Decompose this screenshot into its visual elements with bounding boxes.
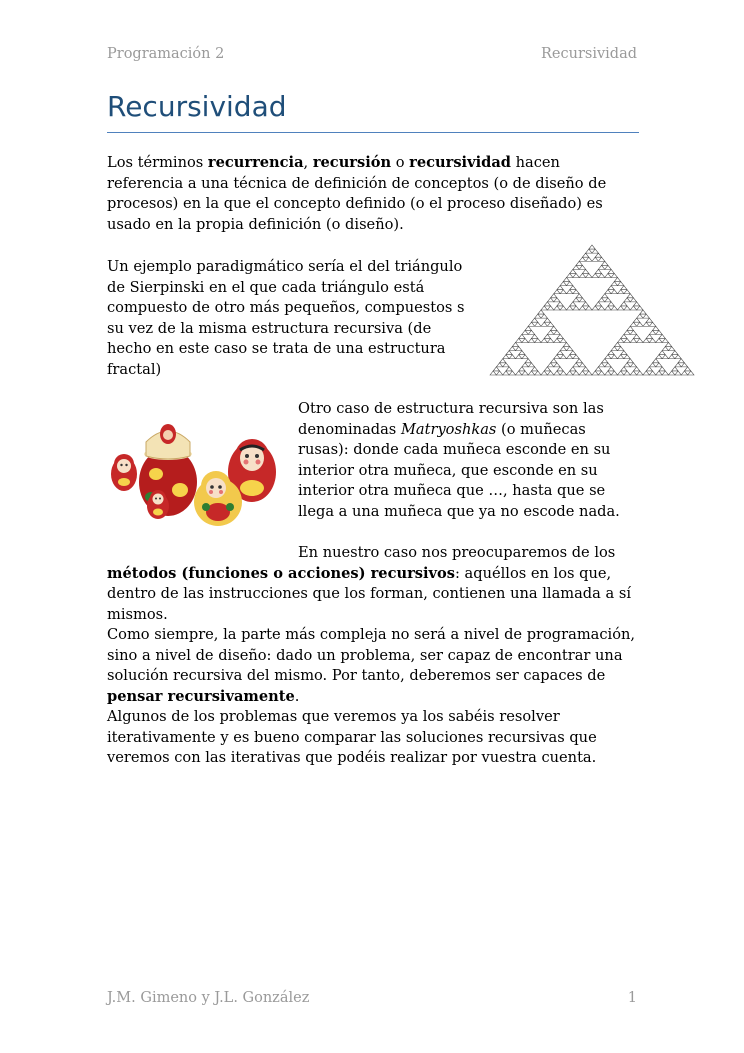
text-run: (o muñecas rusas): donde cada muñeca esconde en su interior otra muñeca, que esconde en su interior otra muñeca que …, hasta que se llega a una muñeca que ya no escode nada. <box>298 420 620 520</box>
header-course: Programación 2 <box>107 46 225 62</box>
text-run: hacen referencia a una técnica de definición de conceptos (o de diseño de procesos) en la que el concepto definido (o el proceso diseñado) es usado en la propia definición (o diseño). <box>107 154 607 233</box>
text-run: : aquéllos en los que, dentro de las instrucciones que los forman, contienen una llamada a sí mismos. <box>107 564 631 623</box>
text-run: Algunos de los problemas que veremos ya los sabéis resolver iterativamente y es bueno comparar las soluciones recursivas que veremos con las iterativas que podéis realizar por vuestra cuenta. <box>107 708 597 766</box>
footer-authors: J.M. Gimeno y J.L. González <box>107 990 310 1006</box>
sierpinski-triangle-image <box>488 243 696 377</box>
title-underline <box>107 132 639 133</box>
header-topic: Recursividad <box>540 46 637 62</box>
sierpinski-paragraph <box>107 257 467 380</box>
text-run: . <box>294 687 300 705</box>
intro-paragraph <box>107 153 639 235</box>
text-run: En nuestro caso nos preocuparemos de los <box>298 544 616 561</box>
text-run: recursión <box>312 154 392 171</box>
text-run: métodos (funciones o acciones) recursivos <box>107 564 455 582</box>
page-number: 1 <box>627 990 637 1006</box>
text-run: recursividad <box>409 154 511 171</box>
text-run: Un ejemplo paradigmático sería el del triángulo de Sierpinski en el que cada triángulo está compuesto de otro más pequeños, compuestos s su vez de la misma estructura recursiva (de hecho en este caso se trata de una estructura fractal) <box>107 258 465 378</box>
text-run: o <box>391 154 410 171</box>
text-run: Como siempre, la parte más compleja no será a nivel de programación, sino a nivel de diseño: dado un problema, ser capaz de encontrar una solución recursiva del mismo. Por tanto, deberemos ser capaces de <box>107 626 636 684</box>
text-run: Matryoshkas <box>400 420 497 438</box>
text-run: Los términos <box>107 154 208 171</box>
text-run: Otro caso de estructura recursiva son las denominadas <box>298 400 604 438</box>
text-run: recurrencia <box>207 154 304 171</box>
text-run: pensar recursivamente <box>107 687 295 705</box>
methods-paragraph <box>107 543 639 769</box>
page-title: Recursividad <box>107 90 287 123</box>
matryoshka-paragraph <box>298 399 640 522</box>
matryoshka-dolls-image <box>106 412 280 528</box>
text-run: , <box>303 154 313 171</box>
